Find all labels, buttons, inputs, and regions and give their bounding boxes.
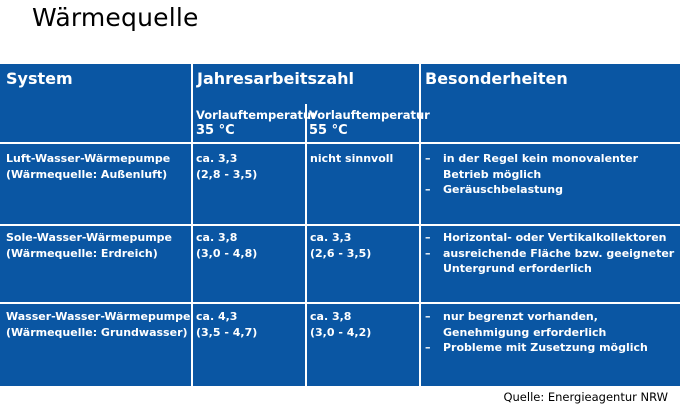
row-1-system xyxy=(6,151,170,182)
note-item: – Probleme mit Zusetzung möglich xyxy=(425,341,648,354)
grid-line xyxy=(0,224,680,226)
subheader-temp: 35 °C xyxy=(196,123,235,138)
jaz-value: ca. 3,8 xyxy=(196,231,238,244)
row-1-notes xyxy=(425,151,675,198)
jaz-range: (3,0 - 4,8) xyxy=(196,246,258,260)
header-system: System xyxy=(6,69,73,88)
jaz-range: (2,8 - 3,5) xyxy=(196,167,258,181)
note-item: – in der Regel kein monovalenter Betrieb möglich xyxy=(425,152,639,181)
system-source: (Wärmequelle: Grundwasser) xyxy=(6,325,188,339)
header-jahresarbeitszahl: Jahresarbeitszahl xyxy=(197,69,355,88)
note-item: – nur begrenzt vorhanden, Genehmigung erforderlich xyxy=(425,310,607,339)
row-3-system xyxy=(6,309,190,340)
system-name: Wasser-Wasser-Wärmepumpe xyxy=(6,310,191,323)
heat-pump-table xyxy=(0,64,680,386)
row-3-jaz55 xyxy=(310,309,371,340)
header-besonderheiten: Besonderheiten xyxy=(425,69,568,88)
subheader-temp: 55 °C xyxy=(309,123,348,138)
jaz-range: (2,6 - 3,5) xyxy=(310,246,372,260)
row-1-jaz35 xyxy=(196,151,257,182)
jaz-value: ca. 4,3 xyxy=(196,310,238,323)
subheader-label: Vorlauftemperatur xyxy=(309,108,430,122)
system-name: Luft-Wasser-Wärmepumpe xyxy=(6,152,171,165)
subheader-label: Vorlauftemperatur xyxy=(196,108,317,122)
system-name: Sole-Wasser-Wärmepumpe xyxy=(6,231,173,244)
row-2-jaz55 xyxy=(310,230,371,261)
jaz-range: (3,0 - 4,2) xyxy=(310,325,372,339)
jaz-value: ca. 3,8 xyxy=(310,310,352,323)
jaz-range: (3,5 - 4,7) xyxy=(196,325,258,339)
row-2-jaz35 xyxy=(196,230,257,261)
subheader-35 xyxy=(196,109,317,137)
grid-line xyxy=(0,142,680,144)
note-item: – Geräuschbelastung xyxy=(425,183,563,196)
row-3-notes xyxy=(425,309,675,356)
row-2-system xyxy=(6,230,172,261)
note-item: – ausreichende Fläche bzw. geeigneter Untergrund erforderlich xyxy=(425,246,675,275)
row-3-jaz35 xyxy=(196,309,257,340)
jaz-value: nicht sinnvoll xyxy=(310,152,394,165)
source-note: Quelle: Energieagentur NRW xyxy=(503,390,668,404)
row-1-jaz55 xyxy=(310,151,393,167)
system-source: (Wärmequelle: Außenluft) xyxy=(6,167,168,181)
jaz-value: ca. 3,3 xyxy=(196,152,238,165)
system-source: (Wärmequelle: Erdreich) xyxy=(6,246,158,260)
page-title: Wärmequelle xyxy=(32,3,199,32)
jaz-value: ca. 3,3 xyxy=(310,231,352,244)
note-item: – Horizontal- oder Vertikalkollektoren xyxy=(425,231,667,244)
subheader-55 xyxy=(309,109,430,137)
row-2-notes xyxy=(425,230,675,277)
grid-line xyxy=(305,104,307,386)
grid-line xyxy=(0,302,680,304)
